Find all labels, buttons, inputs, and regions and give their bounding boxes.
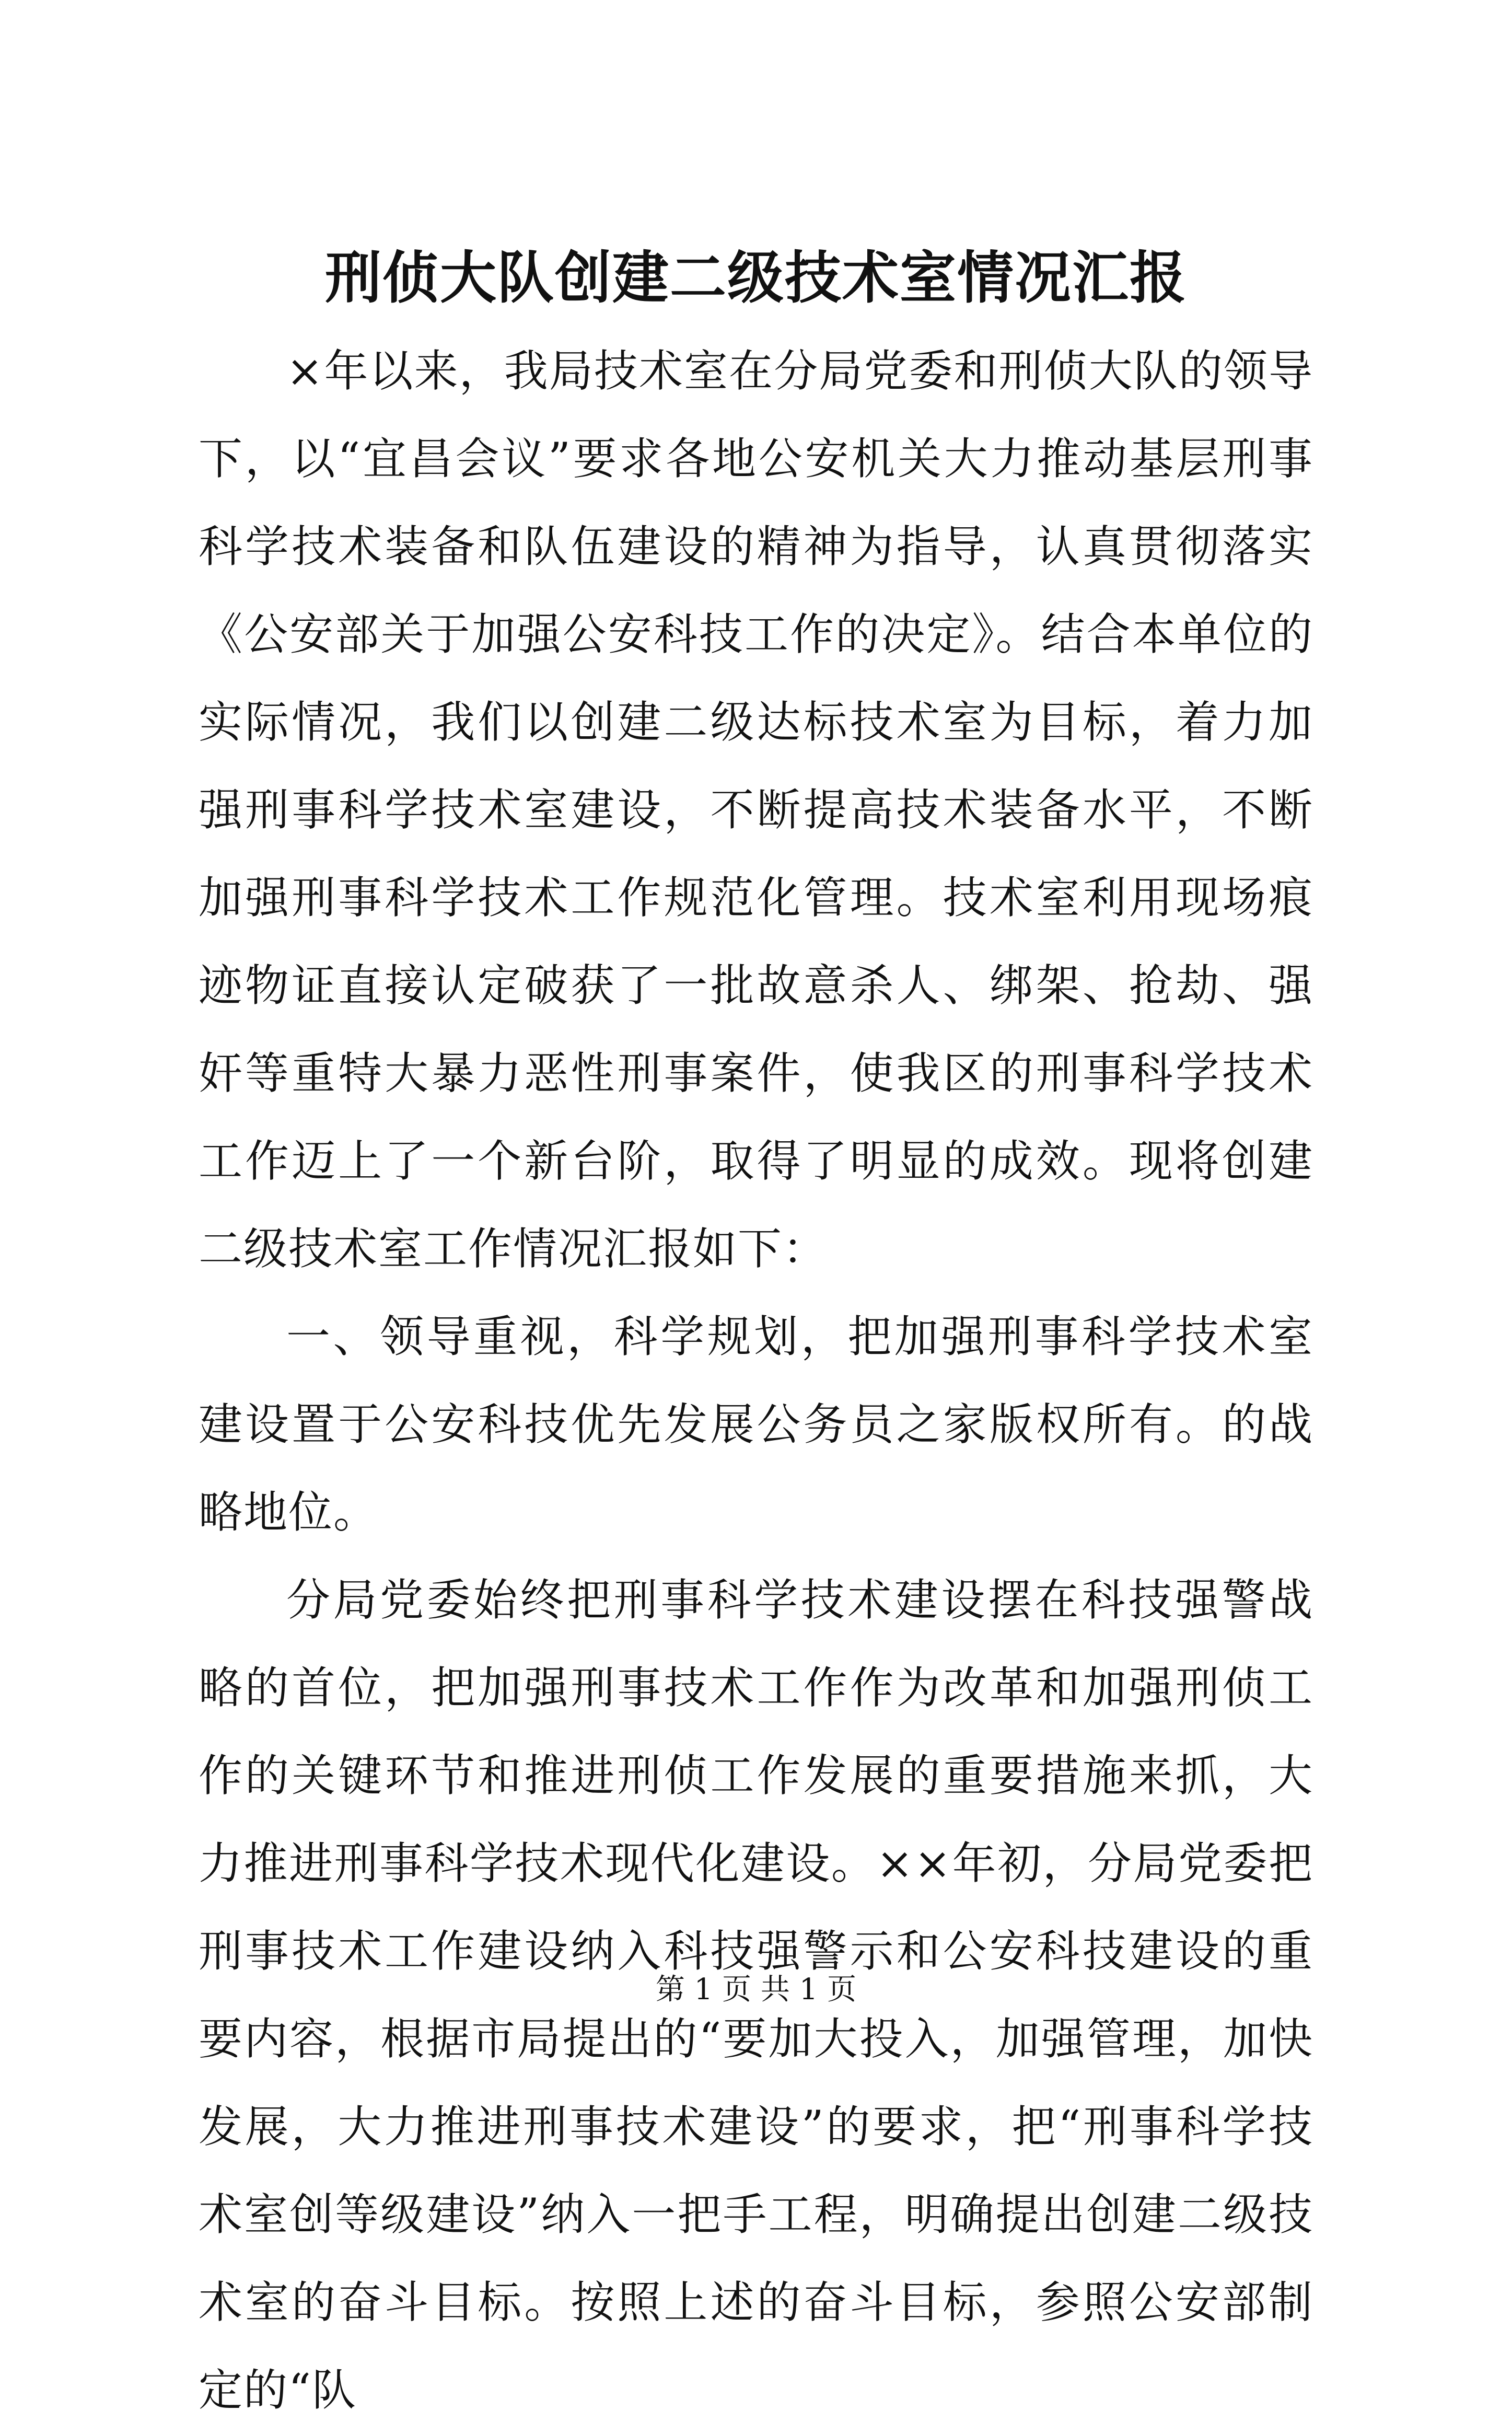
paragraph-intro: ×年以来，我局技术室在分局党委和刑侦大队的领导下，以“宜昌会议”要求各地公安机关大力推动基层刑事科学技术装备和队伍建设的精神为指导，认真贯彻落实《公安部关于加强公安科技工作的决定》。结合本单位的实际情况，我们以创建二级达标技术室为目标，着力加强刑事科学技术室建设，不断提高技术装备水平，不断加强刑事科学技术工作规范化管理。技术室利用现场痕迹物证直接认定破获了一批故意杀人、绑架、抢劫、强奸等重特大暴力恶性刑事案件，使我区的刑事科学技术工作迈上了一个新台阶，取得了明显的成效。现将创建二级技术室工作情况汇报如下： — [199, 345, 1313, 1274]
page-footer: 第 1 页 共 1 页 — [655, 1973, 857, 2007]
paragraph-section-heading: 一、领导重视，科学规划，把加强刑事科学技术室建设置于公安科技优先发展公务员之家版权所有。的战略地位。 — [199, 1311, 1313, 1538]
paragraph-section-body: 分局党委始终把刑事科学技术建设摆在科技强警战略的首位，把加强刑事技术工作作为改革和加强刑侦工作的关键环节和推进刑侦工作发展的重要措施来抓，大力推进刑事科学技术现代化建设。××年初，分局党委把刑事技术工作建设纳入科技强警示和公安科技建设的重要内容，根据市局提出的“要加大投入，加强管理，加快发展，大力推进刑事技术建设”的要求，把“刑事科学技术室创等级建设”纳入一把手工程，明确提出创建二级技术室的奋斗目标。按照上述的奋斗目标，参照公安部制定的“队 — [199, 1574, 1313, 2416]
document-body — [199, 327, 1313, 2434]
document-title: 刑侦大队创建二级技术室情况汇报 — [324, 245, 1187, 311]
